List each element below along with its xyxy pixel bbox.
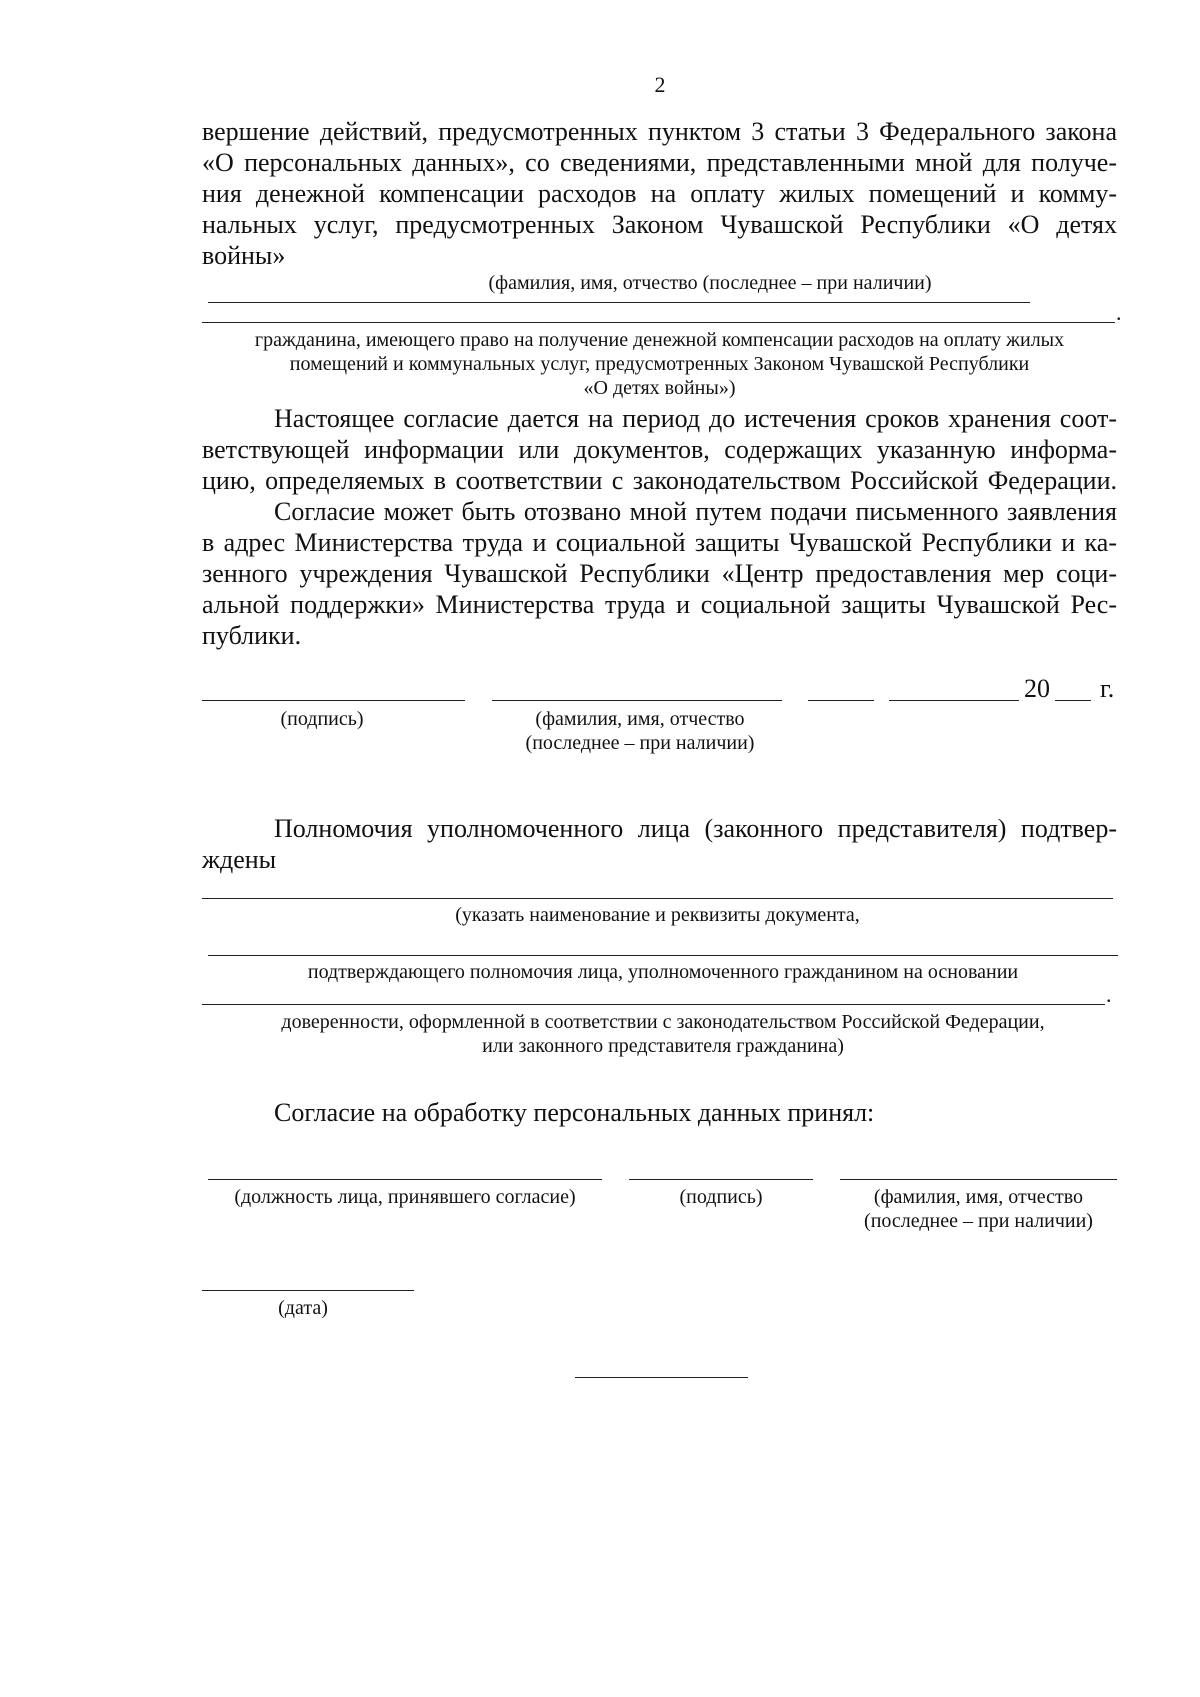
paragraph-authority [202, 813, 1117, 875]
paragraph-line: Согласие может быть отозвано мной путем подачи письменного заявления [274, 497, 1117, 526]
caption-position: (должность лица, принявшего согласие) [234, 1186, 576, 1208]
caption-line: гражданина, имеющего право на получение денежной компенсации расходов на оплату жилых [254, 329, 1065, 351]
accepted-fio-line[interactable] [840, 1179, 1117, 1180]
page-number: 2 [654, 72, 666, 97]
caption-line: (последнее – при наличии) [864, 1210, 1093, 1232]
paragraph-line: ния денежной компенсации расходов на оплату жилых помещений и комму- [202, 179, 1117, 208]
date-year-line[interactable] [1055, 700, 1091, 701]
caption-confirm: подтверждающего полномочия лица, уполномоченного гражданином на основании [307, 961, 1019, 983]
paragraph-line: Полномочия уполномоченного лица (законного представителя) подтвер- [274, 814, 1117, 843]
caption-fio: (фамилия, имя, отчество (последнее – при наличии) [488, 272, 932, 294]
date-year-prefix: 20 [1024, 674, 1050, 703]
paragraph-line: в адрес Министерства труда и социальной защиты Чувашской Республики и ка- [202, 528, 1117, 557]
accepted-signature-line[interactable] [629, 1179, 813, 1180]
authority-doc-line[interactable] [202, 898, 1113, 899]
signature-line[interactable] [202, 700, 465, 701]
date-month-line[interactable] [889, 700, 1019, 701]
paragraph-line: зенного учреждения Чувашской Республики «Центр предоставления мер соци- [202, 559, 1117, 588]
position-line[interactable] [208, 1179, 602, 1180]
caption-accepted-fio [840, 1185, 1117, 1233]
paragraph-line: Настоящее согласие дается на период до истечения сроков хранения соот- [274, 404, 1117, 433]
paragraph-line: вершение действий, предусмотренных пунктом 3 статьи 3 Федерального закона [202, 117, 1117, 146]
period-mark: . [1106, 982, 1112, 1007]
caption-signature: (подпись) [280, 708, 364, 730]
fio-line[interactable] [492, 700, 782, 701]
caption-power [208, 1010, 1118, 1058]
date-day-line[interactable] [808, 700, 874, 701]
paragraph-line: публики. [202, 621, 302, 650]
date-line[interactable] [202, 1290, 414, 1291]
paragraph-line: войны» [202, 241, 286, 270]
caption-line: или законного представителя гражданина) [482, 1035, 844, 1057]
caption-line: «О детях войны») [583, 377, 736, 399]
authority-confirm-line[interactable] [208, 955, 1118, 956]
caption-citizen [202, 328, 1117, 400]
paragraph-consent-period [202, 403, 1117, 496]
accepted-heading: Согласие на обработку персональных данных принял: [274, 1098, 875, 1127]
date-year-suffix: г. [1100, 674, 1115, 703]
caption-line: помещений и коммунальных услуг, предусмотренных Законом Чувашской Республики [289, 353, 1030, 375]
caption-accepted-signature: (подпись) [679, 1186, 763, 1208]
caption-fio-block [490, 707, 790, 755]
caption-doc: (указать наименование и реквизиты документа, [455, 904, 860, 926]
end-separator [575, 1377, 748, 1378]
caption-line: доверенности, оформленной в соответствии с законодательством Российской Федерации, [281, 1011, 1045, 1033]
caption-line: (последнее – при наличии) [525, 732, 755, 754]
caption-date: (дата) [278, 1297, 328, 1319]
paragraph-line: «О персональных данных», со сведениями, представленными мной для получе- [202, 148, 1117, 177]
authority-power-line[interactable] [202, 1004, 1105, 1005]
paragraph-line: альной поддержки» Министерства труда и социальной защиты Чувашской Рес- [202, 590, 1117, 619]
period-mark: . [1116, 300, 1122, 325]
caption-line: (фамилия, имя, отчество [873, 1186, 1084, 1208]
paragraph-line: нальных услуг, предусмотренных Законом Чувашской Республики «О детях [202, 210, 1117, 239]
citizen-fill-line[interactable] [202, 322, 1115, 323]
paragraph-line: ветствующей информации или документов, содержащих указанную информа- [202, 435, 1117, 464]
caption-line: (фамилия, имя, отчество [535, 708, 745, 730]
paragraph-line: ждены [202, 845, 277, 874]
paragraph-line: цию, определяемых в соответствии с законодательством Российской Федерации. [202, 466, 1117, 495]
paragraph-consent-revoke [202, 496, 1117, 651]
